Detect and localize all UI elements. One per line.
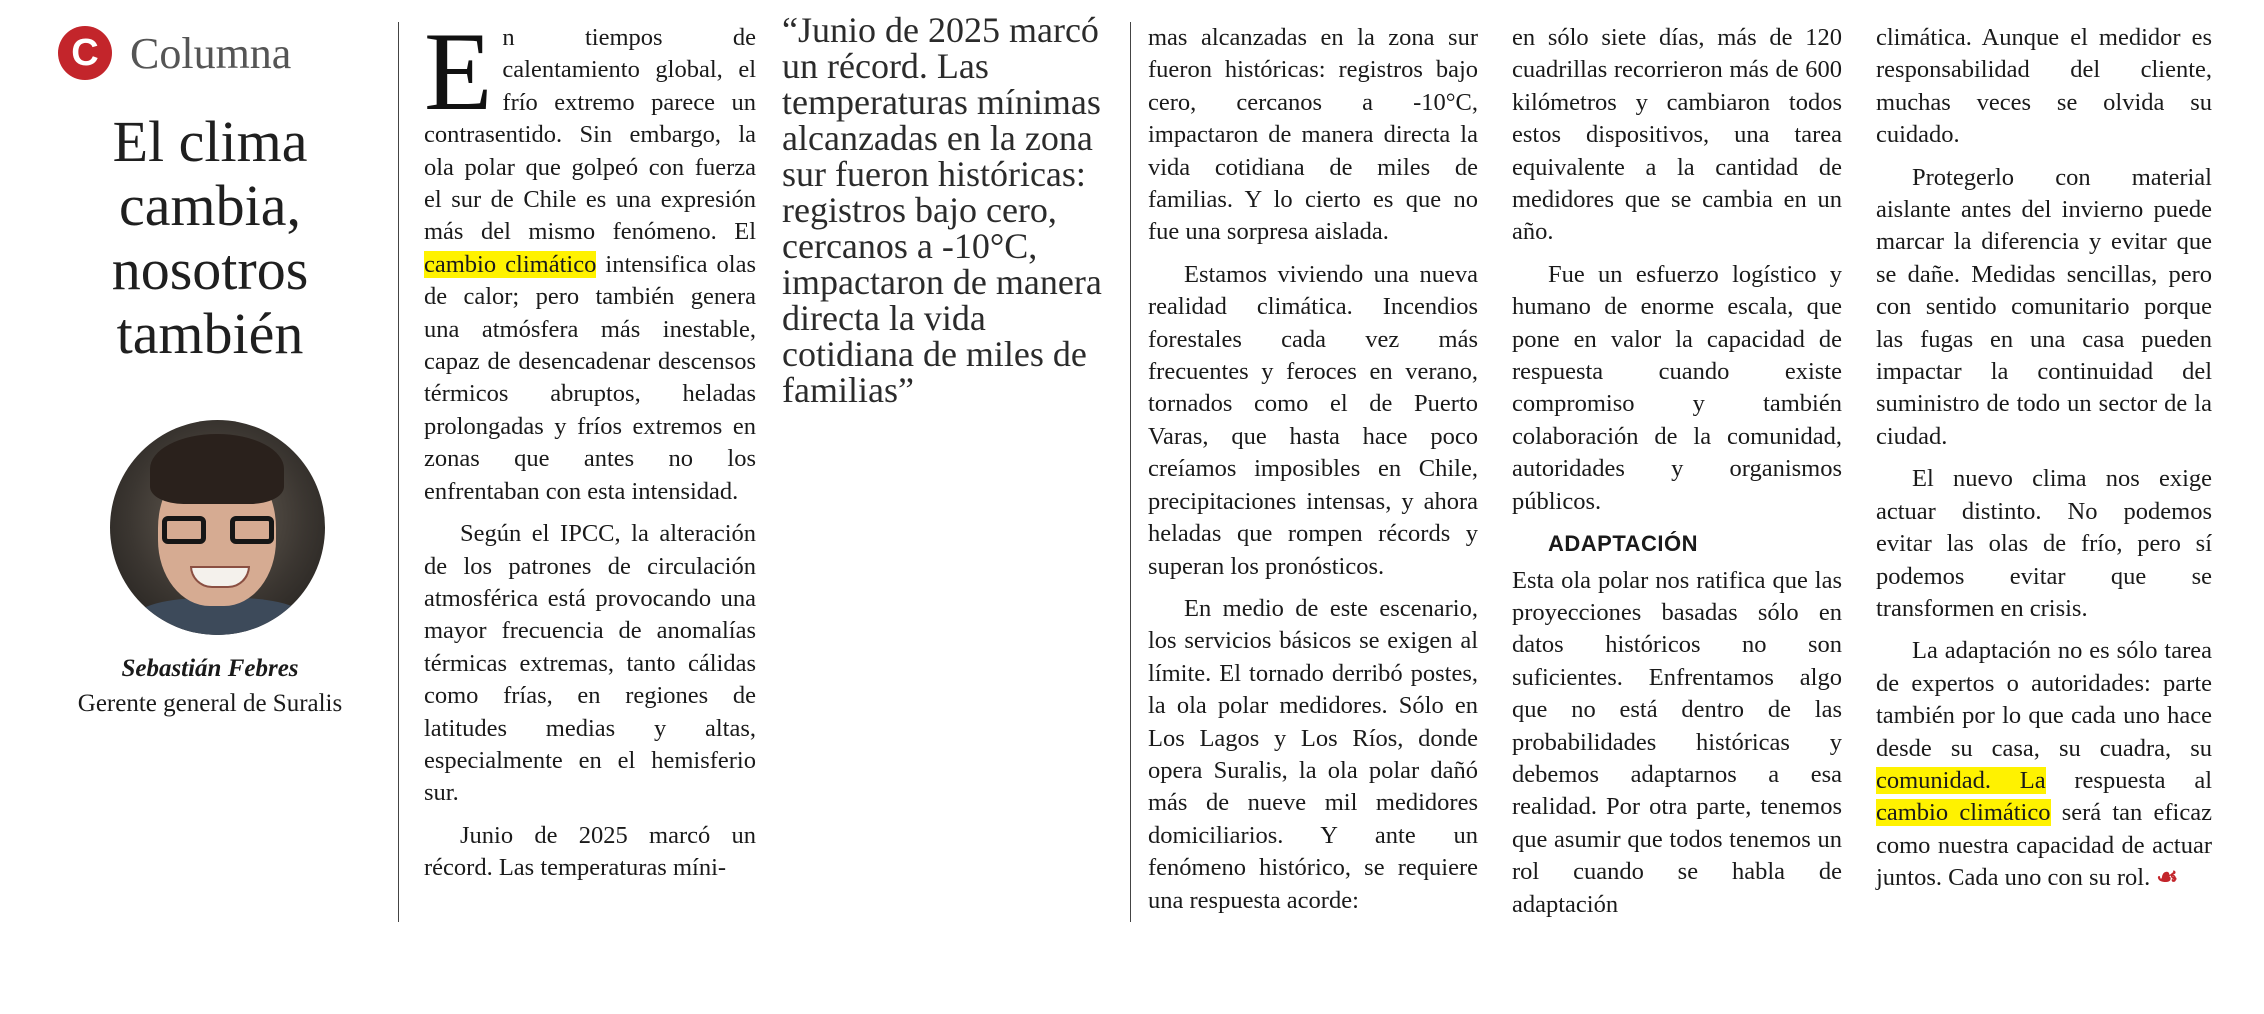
body-column-3 [1148, 22, 1478, 917]
headline-line: El clima [112, 109, 308, 174]
paragraph: mas alcanzadas en la zona sur fueron históricas: registros bajo cero, cercanos a -10°C, impactaron de manera directa la vida cotidiana de miles de familias. Y lo cierto es que no fue una sorpresa aislada. [1148, 24, 1478, 246]
headline-line: nosotros [111, 237, 309, 302]
end-mark-icon: ☙ [2156, 864, 2179, 892]
body-column-1 [424, 10, 756, 885]
paragraph: Fue un esfuerzo logístico y humano de enorme escala, que pone en valor la capacidad de respuesta cuando existe compromiso y también colaboración de la comunidad, autoridades y organismos públicos. [1512, 260, 1842, 515]
photo-hair [150, 434, 284, 504]
highlight: comunidad. La [1876, 766, 2046, 794]
pull-quote: “Junio de 2025 marcó un récord. Las temperaturas mínimas alcanzadas en la zona sur fueron históricas: registros bajo cero, cercanos a -10°C, impactaron de manera directa la vida cotidiana de miles de familias” [782, 10, 1102, 410]
text-run: respuesta al [2045, 766, 2212, 794]
body-column-5 [1876, 22, 2212, 895]
author-name: Sebastián Febres [121, 655, 299, 682]
text-run: intensifica olas de calor; pero también genera una atmósfera más inestable, capaz de desencadenar descensos térmicos abruptos, heladas prolongadas y fríos extremos en zonas que antes no los enfrentaban con esta intensidad. [424, 250, 756, 505]
photo-glasses [162, 516, 274, 546]
paragraph: Según el IPCC, la alteración de los patrones de circulación atmosférica está provocando una mayor frecuencia de anomalías térmicas extremas, tanto cálidas como frías, en regiones de latitudes medias y altas, especialmente en el hemisferio sur. [424, 520, 756, 807]
text-run: n tiempos de calentamiento global, el frío extremo parece un contrasentido. Sin embargo, la ola polar que golpeó con fuerza el sur de Chile es una expresión más del mismo fenómeno. El [424, 24, 756, 246]
highlight: cambio climático [1876, 799, 2051, 827]
column-rule [1130, 22, 1131, 922]
paragraph: El nuevo clima nos exige actuar distinto. No podemos evitar las olas de frío, pero sí podemos evitar que se transformen en crisis. [1876, 465, 2212, 622]
section-badge: C [58, 26, 112, 80]
headline-line: cambia, [119, 173, 301, 238]
text-run: será tan eficaz como nuestra capacidad de actuar juntos. Cada uno con su rol. [1876, 799, 2212, 892]
body-column-4 [1512, 22, 1842, 921]
section-name: Columna [130, 28, 292, 78]
column-rule [398, 22, 399, 922]
author-role: Gerente general de Suralis [77, 690, 343, 717]
headline-line: también [116, 301, 304, 366]
author-photo [110, 420, 325, 635]
headline [60, 110, 360, 366]
subhead: ADAPTACIÓN [1548, 531, 1699, 557]
drop-cap: E [424, 10, 493, 134]
text-run: La adaptación no es sólo tarea de expertos o autoridades: parte también por lo que cada uno hace desde su casa, su cuadra, su [1876, 637, 2212, 762]
paragraph: Protegerlo con material aislante antes del invierno puede marcar la diferencia y evitar que se dañe. Medidas sencillas, pero con sentido comunitario porque las fugas en una casa pueden impactar la continuidad del suministro de todo un sector de la ciudad. [1876, 163, 2212, 450]
paragraph [424, 10, 756, 508]
section-tag [58, 20, 291, 86]
paragraph: en sólo siete días, más de 120 cuadrillas recorrieron más de 600 kilómetros y cambiaron todos estos dispositivos, una tarea equivalente a la cantidad de medidores que se cambia en un año. [1512, 24, 1842, 246]
paragraph: En medio de este escenario, los servicios básicos se exigen al límite. El tornado derribó postes, la ola polar medidores. Sólo en Los Lagos y Los Ríos, donde opera Suralis, la ola polar dañó más de nueve mil medidores domiciliarios. Y ante un fenómeno histórico, se requiere una respuesta acorde: [1148, 594, 1478, 914]
paragraph: Esta ola polar nos ratifica que las proyecciones basadas sólo en datos históricos no son suficientes. Enfrentamos algo que no está dentro de las probabilidades históricas y debemos adaptarnos a esa realidad. Por otra parte, tenemos que asumir que todos tenemos un rol cuando se habla de adaptación [1512, 566, 1842, 918]
paragraph: Estamos viviendo una nueva realidad climática. Incendios forestales cada vez más frecuentes y feroces en verano, tornados como el de Puerto Varas, que hasta hace poco creíamos imposibles en Chile, precipitaciones intensas, y ahora heladas que rompen récords y superan los pronósticos. [1148, 260, 1478, 580]
paragraph [1876, 635, 2212, 894]
paragraph: climática. Aunque el medidor es responsabilidad del cliente, muchas veces se olvida su cuidado. [1876, 24, 2212, 149]
paragraph: Junio de 2025 marcó un récord. Las temperaturas míni- [424, 821, 756, 882]
highlight: cambio climático [424, 250, 597, 278]
